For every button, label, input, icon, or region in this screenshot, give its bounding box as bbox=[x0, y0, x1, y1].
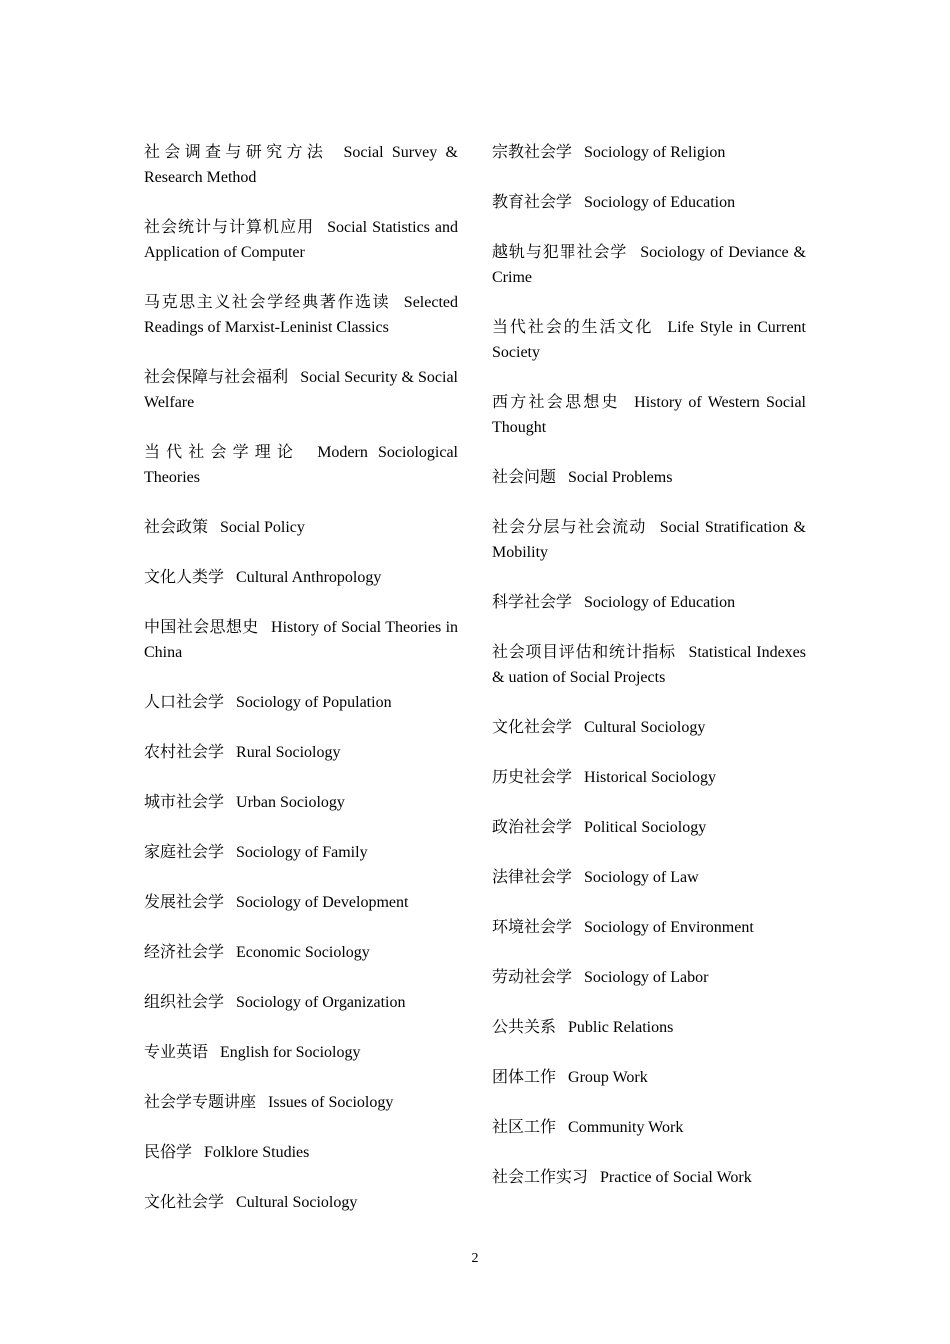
course-name-english: Cultural Sociology bbox=[584, 719, 706, 736]
course-name-chinese: 民俗学 bbox=[144, 1144, 193, 1161]
course-name-chinese: 社会分层与社会流动 bbox=[492, 519, 647, 536]
course-name-chinese: 法律社会学 bbox=[492, 869, 573, 886]
course-entry bbox=[144, 740, 458, 765]
course-name-chinese: 社会统计与计算机应用 bbox=[144, 219, 315, 236]
course-name-chinese: 当代社会的生活文化 bbox=[492, 319, 654, 336]
course-entry bbox=[492, 315, 806, 365]
course-name-chinese: 经济社会学 bbox=[144, 944, 225, 961]
course-name-chinese: 农村社会学 bbox=[144, 744, 225, 761]
course-name-chinese: 社区工作 bbox=[492, 1119, 557, 1136]
course-name-chinese: 公共关系 bbox=[492, 1019, 557, 1036]
course-name-chinese: 社会学专题讲座 bbox=[144, 1094, 257, 1111]
course-entry bbox=[492, 1015, 806, 1040]
course-entry bbox=[492, 190, 806, 215]
course-name-chinese: 组织社会学 bbox=[144, 994, 225, 1011]
course-entry bbox=[492, 140, 806, 165]
course-entry bbox=[144, 1190, 458, 1215]
course-name-english: Social Stratification & Mobility bbox=[492, 519, 806, 561]
course-entry bbox=[144, 690, 458, 715]
course-name-english: Practice of Social Work bbox=[600, 1169, 752, 1186]
course-list-left-column bbox=[144, 140, 458, 1240]
course-name-chinese: 历史社会学 bbox=[492, 769, 573, 786]
course-name-english: English for Sociology bbox=[220, 1044, 361, 1061]
course-name-english: Public Relations bbox=[568, 1019, 674, 1036]
course-list-right-column bbox=[492, 140, 806, 1215]
course-name-english: Life Style in Current Society bbox=[492, 319, 807, 361]
course-name-chinese: 政治社会学 bbox=[492, 819, 573, 836]
course-entry bbox=[492, 715, 806, 740]
course-name-english: Sociology of Environment bbox=[584, 919, 754, 936]
course-entry bbox=[144, 890, 458, 915]
course-name-chinese: 文化社会学 bbox=[144, 1194, 225, 1211]
course-name-chinese: 西方社会思想史 bbox=[492, 394, 620, 411]
course-name-english: Statistical Indexes & uation of Social Projects bbox=[492, 644, 806, 686]
course-name-english: Social Policy bbox=[220, 519, 305, 536]
course-name-english: Sociology of Population bbox=[236, 694, 392, 711]
course-name-chinese: 文化社会学 bbox=[492, 719, 573, 736]
course-name-chinese: 城市社会学 bbox=[144, 794, 225, 811]
course-entry bbox=[144, 1090, 458, 1115]
course-entry bbox=[144, 1040, 458, 1065]
course-name-english: History of Social Theories in China bbox=[144, 619, 459, 661]
course-name-english: Sociology of Religion bbox=[584, 144, 726, 161]
course-entry bbox=[144, 1140, 458, 1165]
course-entry bbox=[492, 865, 806, 890]
course-name-english: Social Security & Social Welfare bbox=[144, 369, 459, 411]
course-name-english: Historical Sociology bbox=[584, 769, 716, 786]
course-entry bbox=[144, 365, 458, 415]
course-name-english: Urban Sociology bbox=[236, 794, 345, 811]
course-name-english: Social Problems bbox=[568, 469, 673, 486]
course-name-chinese: 越轨与犯罪社会学 bbox=[492, 244, 628, 261]
course-entry bbox=[492, 815, 806, 840]
course-name-english: Political Sociology bbox=[584, 819, 707, 836]
course-name-english: Social Statistics and Application of Computer bbox=[144, 219, 459, 261]
course-name-english: Sociology of Deviance & Crime bbox=[492, 244, 807, 286]
course-name-chinese: 社会保障与社会福利 bbox=[144, 369, 289, 386]
course-name-english: Sociology of Family bbox=[236, 844, 368, 861]
course-name-english: Economic Sociology bbox=[236, 944, 370, 961]
course-name-chinese: 宗教社会学 bbox=[492, 144, 573, 161]
course-entry bbox=[144, 790, 458, 815]
course-name-chinese: 团体工作 bbox=[492, 1069, 557, 1086]
course-name-english: Sociology of Labor bbox=[584, 969, 709, 986]
course-name-english: Issues of Sociology bbox=[268, 1094, 394, 1111]
course-name-chinese: 社会问题 bbox=[492, 469, 557, 486]
course-name-chinese: 家庭社会学 bbox=[144, 844, 225, 861]
course-name-english: Group Work bbox=[568, 1069, 648, 1086]
course-entry bbox=[144, 840, 458, 865]
course-entry bbox=[144, 140, 458, 190]
course-name-chinese: 发展社会学 bbox=[144, 894, 225, 911]
course-name-chinese: 当代社会学理论 bbox=[144, 444, 300, 461]
page-number: 2 bbox=[471, 1251, 479, 1266]
course-entry bbox=[492, 1165, 806, 1190]
course-name-english: Community Work bbox=[568, 1119, 684, 1136]
course-entry bbox=[492, 765, 806, 790]
course-entry bbox=[492, 640, 806, 690]
course-name-english: Sociology of Education bbox=[584, 194, 736, 211]
course-name-english: Sociology of Education bbox=[584, 594, 736, 611]
course-name-english: Cultural Sociology bbox=[236, 1194, 358, 1211]
course-name-english: Sociology of Organization bbox=[236, 994, 406, 1011]
course-name-chinese: 劳动社会学 bbox=[492, 969, 573, 986]
course-entry bbox=[492, 915, 806, 940]
course-name-english: Folklore Studies bbox=[204, 1144, 310, 1161]
course-entry bbox=[492, 1065, 806, 1090]
course-name-chinese: 社会项目评估和统计指标 bbox=[492, 644, 676, 661]
course-name-chinese: 马克思主义社会学经典著作选读 bbox=[144, 294, 391, 311]
course-entry bbox=[492, 590, 806, 615]
course-name-english: Cultural Anthropology bbox=[236, 569, 382, 586]
course-entry bbox=[492, 390, 806, 440]
course-entry bbox=[144, 290, 458, 340]
course-name-chinese: 社会调查与研究方法 bbox=[144, 144, 328, 161]
course-entry bbox=[144, 940, 458, 965]
course-entry bbox=[144, 215, 458, 265]
course-name-english: Rural Sociology bbox=[236, 744, 341, 761]
course-name-chinese: 中国社会思想史 bbox=[144, 619, 259, 636]
course-entry bbox=[492, 965, 806, 990]
course-name-english: Sociology of Law bbox=[584, 869, 699, 886]
course-entry bbox=[492, 240, 806, 290]
course-entry bbox=[144, 615, 458, 665]
course-entry bbox=[144, 565, 458, 590]
course-name-english: History of Western Social Thought bbox=[492, 394, 806, 436]
course-name-english: Selected Readings of Marxist-Leninist Classics bbox=[144, 294, 458, 336]
course-name-chinese: 教育社会学 bbox=[492, 194, 573, 211]
course-entry bbox=[144, 515, 458, 540]
course-entry bbox=[492, 515, 806, 565]
course-entry bbox=[144, 990, 458, 1015]
course-entry bbox=[492, 465, 806, 490]
course-entry bbox=[144, 440, 458, 490]
course-name-chinese: 社会工作实习 bbox=[492, 1169, 589, 1186]
course-name-english: Sociology of Development bbox=[236, 894, 409, 911]
course-name-chinese: 人口社会学 bbox=[144, 694, 225, 711]
course-name-chinese: 专业英语 bbox=[144, 1044, 209, 1061]
course-name-chinese: 科学社会学 bbox=[492, 594, 573, 611]
course-name-chinese: 文化人类学 bbox=[144, 569, 225, 586]
course-name-chinese: 环境社会学 bbox=[492, 919, 573, 936]
course-name-english: Modern Sociological Theories bbox=[144, 444, 458, 486]
course-entry bbox=[492, 1115, 806, 1140]
course-name-english: Social Survey & Research Method bbox=[144, 144, 458, 186]
course-name-chinese: 社会政策 bbox=[144, 519, 209, 536]
